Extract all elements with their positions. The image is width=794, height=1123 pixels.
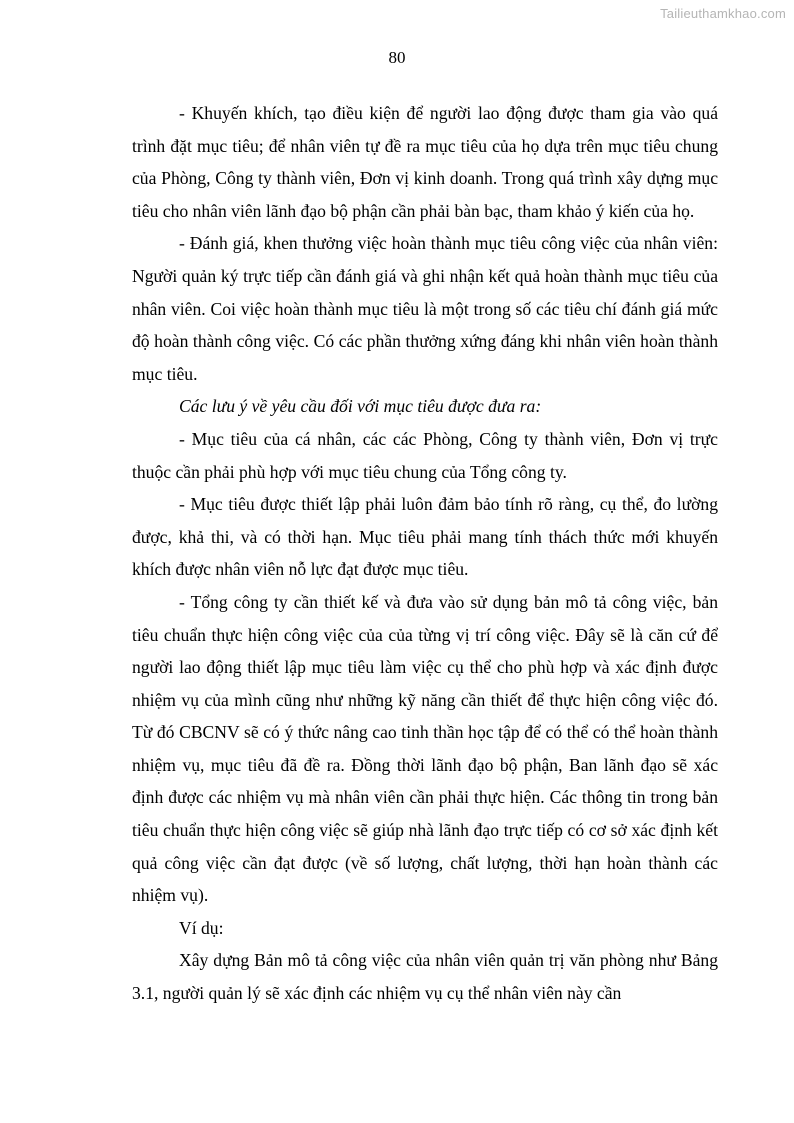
paragraph-job-description: - Tổng công ty cần thiết kế và đưa vào sử dụng bản mô tả công việc, bản tiêu chuẩn thực hiện công việc của của từng vị trí công việc. Đây sẽ là căn cứ để người lao động thiết lập mục tiêu làm việc cụ thể cho phù hợp và xác định được nhiệm vụ của mình cũng như những kỹ năng cần thiết để thực hiện công việc đó. Từ đó CBCNV sẽ có ý thức nâng cao tinh thần học tập để có thể có thể hoàn thành nhiệm vụ, mục tiêu đã đề ra. Đồng thời lãnh đạo bộ phận, Ban lãnh đạo sẽ xác định được các nhiệm vụ mà nhân viên cần phải thực hiện. Các thông tin trong bản tiêu chuẩn thực hiện công việc sẽ giúp nhà lãnh đạo trực tiếp có cơ sở xác định kết quả công việc cần đạt được (về số lượng, chất lượng, thời hạn hoàn thành các nhiệm vụ). bbox=[132, 591, 718, 906]
paragraph-example-body: Xây dựng Bản mô tả công việc của nhân viên quản trị văn phòng như Bảng 3.1, người quản lý sẽ xác định các nhiệm vụ cụ thể nhân viên này cần bbox=[132, 950, 718, 1004]
paragraph-goal-alignment: - Mục tiêu của cá nhân, các các Phòng, Công ty thành viên, Đơn vị trực thuộc cần phải phù hợp với mục tiêu chung của Tổng công ty. bbox=[132, 428, 718, 482]
paragraph-evaluate-reward: - Đánh giá, khen thưởng việc hoàn thành mục tiêu công việc của nhân viên: Người quản ký trực tiếp cần đánh giá và ghi nhận kết quả hoàn thành mục tiêu của nhân viên. Coi việc hoàn thành mục tiêu là một trong số các tiêu chí đánh giá mức độ hoàn thành công việc. Có các phần thưởng xứng đáng khi nhân viên hoàn thành mục tiêu. bbox=[132, 233, 718, 384]
page-body bbox=[132, 97, 718, 1010]
paragraph-example-label: Ví dụ: bbox=[179, 917, 224, 938]
paragraph-goal-criteria: - Mục tiêu được thiết lập phải luôn đảm bảo tính rõ ràng, cụ thể, đo lường được, khả thi, và có thời hạn. Mục tiêu phải mang tính thách thức mới khuyến khích được nhân viên nỗ lực đạt được mục tiêu. bbox=[132, 494, 718, 580]
paragraph-encourage-participation: - Khuyến khích, tạo điều kiện để người lao động được tham gia vào quá trình đặt mục tiêu; để nhân viên tự đề ra mục tiêu của họ dựa trên mục tiêu chung của Phòng, Công ty thành viên, Đơn vị kinh doanh. Trong quá trình xây dựng mục tiêu cho nhân viên lãnh đạo bộ phận cần phải bàn bạc, tham khảo ý kiến của họ. bbox=[132, 103, 718, 221]
watermark: Tailieuthamkhao.com bbox=[660, 6, 786, 21]
paragraph-notes-heading: Các lưu ý về yêu cầu đối với mục tiêu được đưa ra: bbox=[179, 396, 542, 417]
page-number: 80 bbox=[388, 48, 406, 67]
